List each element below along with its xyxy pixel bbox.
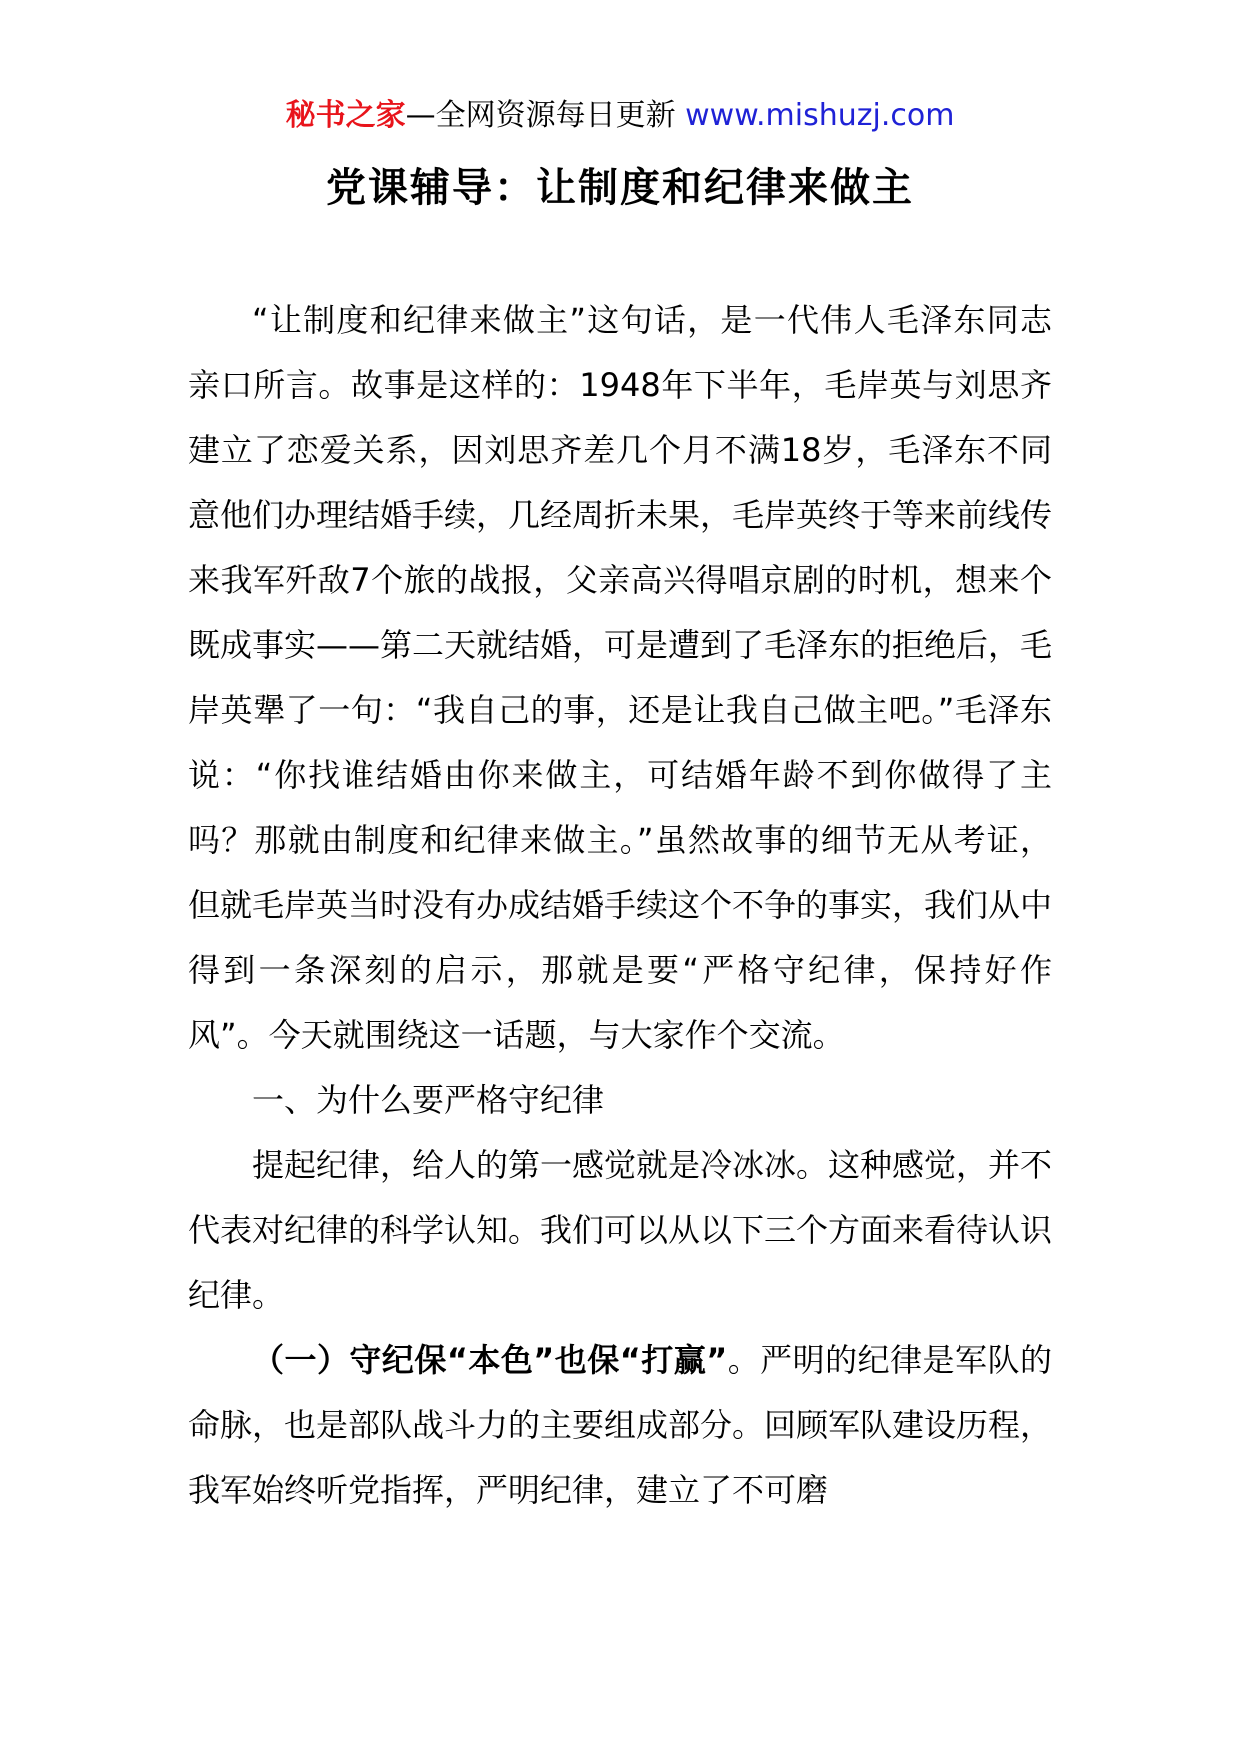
paragraph-discipline: 提起纪律，给人的第一感觉就是冷冰冰。这种感觉，并不代表对纪律的科学认知。我们可以从以下三个方面来看待认识纪律。: [188, 1146, 1053, 1314]
paragraph-subsection-1: [188, 1328, 1052, 1523]
document-title: 党课辅导：让制度和纪律来做主: [326, 165, 914, 211]
site-header: [0, 96, 1240, 136]
document-body: [188, 288, 1052, 1523]
subsection-text: 。严明的纪律是军队的命脉，也是部队战斗力的主要组成部分。回顾军队建设历程，我军始终听党指挥，严明纪律，建立了不可磨: [188, 1341, 1053, 1509]
header-tagline: —全网资源每日更新: [405, 98, 686, 133]
site-url-link[interactable]: www.mishuzj.com: [685, 98, 955, 133]
subsection-heading: （一）守纪保“本色”也保“打赢”: [252, 1341, 728, 1379]
brand-name: 秘书之家: [285, 98, 406, 133]
section-heading: 一、为什么要严格守纪律: [252, 1081, 605, 1119]
paragraph-intro: “让制度和纪律来做主”这句话，是一代伟人毛泽东同志亲口所言。故事是这样的：1948年下半年，毛岸英与刘思齐建立了恋爱关系，因刘思齐差几个月不满18岁，毛泽东不同意他们办理结婚手续，几经周折未果，毛岸英终于等来前线传来我军歼敌7个旅的战报，父亲高兴得唱京剧的时机，想来个既成事实——第二天就结婚，可是遭到了毛泽东的拒绝后，毛岸英犟了一句：“我自己的事，还是让我自己做主吧。”毛泽东说：“你找谁结婚由你来做主，可结婚年龄不到你做得了主吗？那就由制度和纪律来做主。”虽然故事的细节无从考证，但就毛岸英当时没有办成结婚手续这个不争的事实，我们从中得到一条深刻的启示，那就是要“严格守纪律，保持好作风”。今天就围绕这一话题，与大家作个交流。: [188, 301, 1053, 1054]
